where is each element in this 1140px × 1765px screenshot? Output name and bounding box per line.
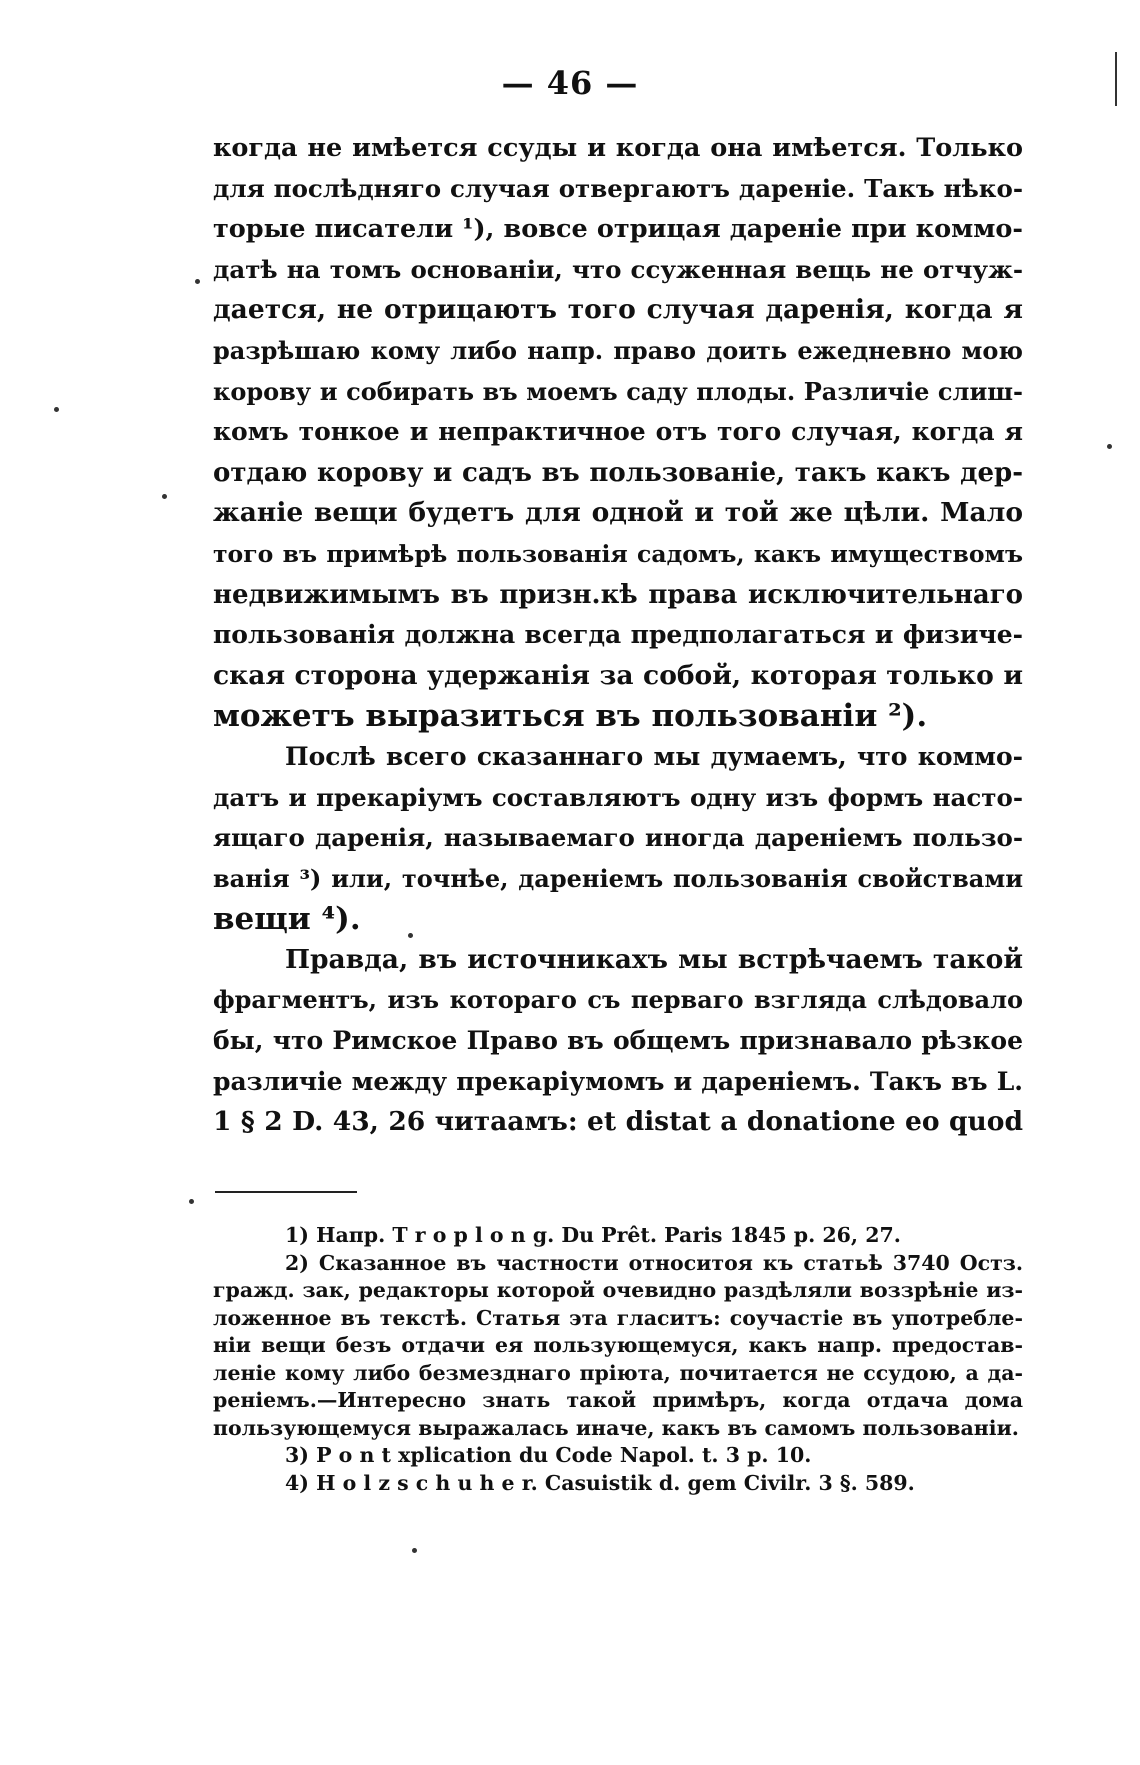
body-line: различіе между прекаріумомъ и дареніемъ. Такъ въ L. xyxy=(213,1066,1023,1096)
body-line: ванія ³) или, точнѣе, дареніемъ пользованія свойствами xyxy=(213,863,1023,893)
footnote-line: ніи вещи безъ отдачи ея пользующемуся, какъ напр. предостав- xyxy=(213,1333,1023,1357)
footnote-line: гражд. зак, редакторы которой очевидно раздѣляли воззрѣніе из- xyxy=(213,1278,1023,1302)
print-speck xyxy=(54,407,59,412)
footnote-line: ложенное въ текстѣ. Статья эта гласитъ: соучастіе въ употребле- xyxy=(213,1305,1023,1330)
print-speck xyxy=(1107,444,1112,449)
print-speck xyxy=(412,1548,417,1553)
body-line: для послѣдняго случая отвергаютъ дареніе. Такъ нѣко- xyxy=(213,173,1023,203)
body-line: корову и собирать въ моемъ саду плоды. Различіе слиш- xyxy=(213,376,1023,406)
print-speck xyxy=(189,1199,194,1204)
body-line: отдаю корову и садъ въ пользованіе, такъ какъ дер- xyxy=(213,457,1023,488)
footnote-line: реніемъ.—Интересно знать такой примѣръ, когда отдача дома xyxy=(213,1388,1023,1412)
print-speck xyxy=(408,933,413,938)
footnote-line: леніе кому либо безмезднаго пріюта, почитается не ссудою, а да- xyxy=(213,1360,1023,1385)
body-line: когда не имѣется ссуды и когда она имѣется. Только xyxy=(213,133,1023,163)
body-line: 1 § 2 D. 43, 26 читаамъ: et distat a donatione eo quod xyxy=(213,1106,1023,1138)
body-line: пользованія должна всегда предполагаться и физиче- xyxy=(213,620,1023,650)
body-line: можетъ выразиться въ пользованіи ²). xyxy=(213,698,928,735)
body-line: дается, не отрицаютъ того случая даренія, когда я xyxy=(213,294,1023,326)
body-line: вещи ⁴). xyxy=(213,901,361,938)
body-line: жаніе вещи будетъ для одной и той же цѣли. Мало xyxy=(213,497,1023,529)
body-line: датъ и прекаріумъ составляютъ одну изъ формъ насто- xyxy=(213,782,1023,812)
footnote-line: 1) Напр. T r o p l o n g. Du Prêt. Paris 1845 p. 26, 27. xyxy=(285,1223,901,1247)
body-line: ская сторона удержанія за собой, которая только и xyxy=(213,659,1023,691)
body-line: комъ тонкое и непрактичное отъ того случая, когда я xyxy=(213,417,1023,447)
footnote-line: 2) Сказанное въ частности относитоя къ статьѣ 3740 Остз. xyxy=(285,1250,1023,1275)
footnote-line: пользующемуся выражалась иначе, какъ въ самомъ пользованіи. xyxy=(213,1415,1019,1440)
body-line: торые писатели ¹), вовсе отрицая дареніе при коммо- xyxy=(213,214,1023,245)
body-line: бы, что Римское Право въ общемъ признавало рѣзкое xyxy=(213,1026,1023,1056)
print-speck xyxy=(195,279,200,284)
body-line: разрѣшаю кому либо напр. право доить ежедневно мою xyxy=(213,335,1023,365)
body-line: Правда, въ источникахъ мы встрѣчаемъ такой xyxy=(285,943,1023,975)
body-line: Послѣ всего сказаннаго мы думаемъ, что коммо- xyxy=(285,741,1023,771)
footnote-line: 4) H o l z s c h u h e r. Casuistik d. gem Civilr. 3 §. 589. xyxy=(285,1470,915,1495)
body-line: ящаго даренія, называемаго иногда дареніемъ пользо- xyxy=(213,823,1023,853)
footnote-divider xyxy=(215,1191,357,1193)
footnote-line: 3) P o n t xplication du Code Napol. t. 3 p. 10. xyxy=(285,1443,812,1467)
body-line: фрагментъ, изъ котораго съ перваго взгляда слѣдовало xyxy=(213,985,1023,1015)
body-line: датѣ на томъ основаніи, что ссуженная вещь не отчуж- xyxy=(213,254,1023,284)
body-line: недвижимымъ въ призн.кѣ права исключительнаго xyxy=(213,579,1023,610)
body-text xyxy=(213,128,1023,1143)
footnotes xyxy=(213,1222,1023,1497)
page-number: — 46 — xyxy=(501,64,639,102)
body-line: того въ примѣрѣ пользованія садомъ, какъ имуществомъ xyxy=(213,539,1023,568)
print-speck xyxy=(162,494,167,499)
